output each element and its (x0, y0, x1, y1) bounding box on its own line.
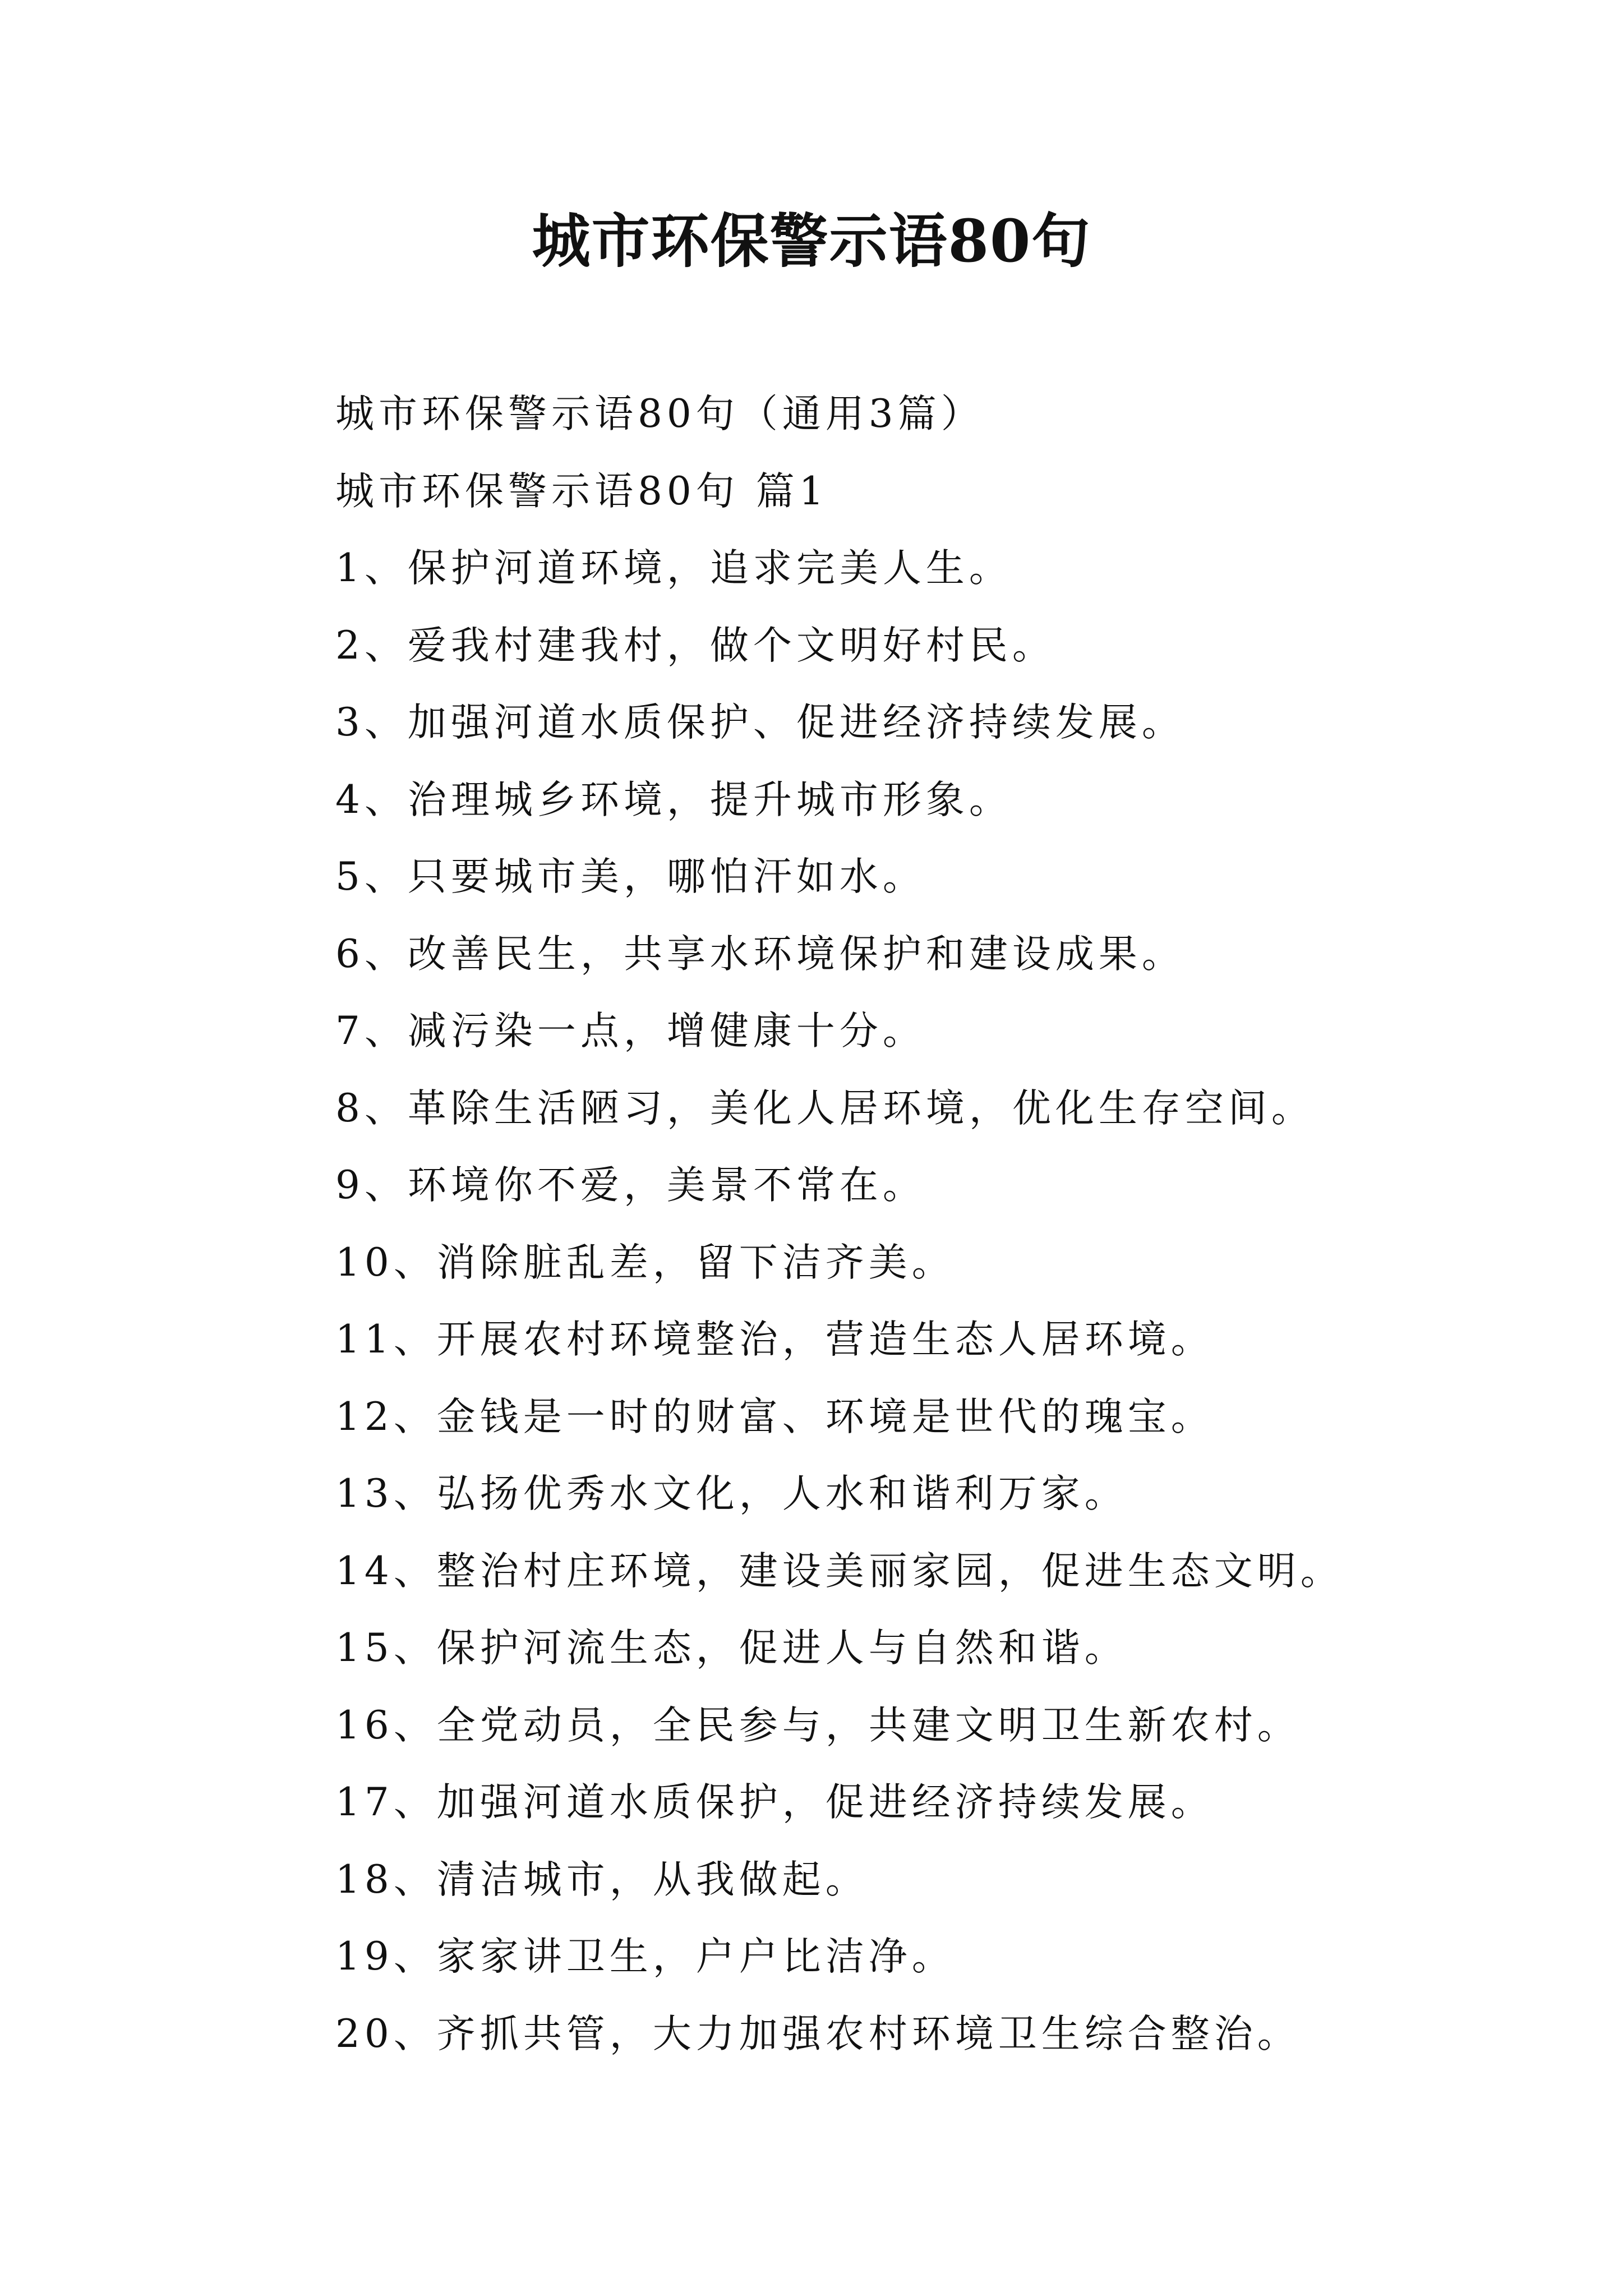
list-item: 18、清洁城市，从我做起。 (335, 1857, 869, 1902)
list-item: 19、家家讲卫生，户户比洁净。 (335, 1934, 955, 1979)
list-item: 11、开展农村环境整治，营造生态人居环境。 (335, 1317, 1214, 1362)
list-item: 6、改善民生，共享水环境保护和建设成果。 (335, 931, 1185, 977)
section-heading: 城市环保警示语80句 篇1 (335, 468, 828, 514)
list-item: 15、保护河流生态，促进人与自然和谐。 (335, 1626, 1128, 1671)
document-subtitle: 城市环保警示语80句（通用3篇） (335, 392, 984, 436)
list-item: 17、加强河道水质保护，促进经济持续发展。 (335, 1780, 1214, 1825)
list-item: 8、革除生活陋习，美化人居环境，优化生存空间。 (335, 1085, 1315, 1131)
document-body (335, 376, 1569, 2073)
list-item: 16、全党动员，全民参与，共建文明卫生新农村。 (335, 1703, 1301, 1748)
list-item: 10、消除脏乱差，留下洁齐美。 (335, 1240, 955, 1285)
list-item: 2、爱我村建我村，做个文明好村民。 (335, 623, 1055, 668)
list-item: 12、金钱是一时的财富、环境是世代的瑰宝。 (335, 1394, 1214, 1439)
list-item: 20、齐抓共管，大力加强农村环境卫生综合整治。 (335, 2011, 1301, 2056)
list-item: 3、加强河道水质保护、促进经济持续发展。 (335, 700, 1185, 745)
document-title: 城市环保警示语80句 (532, 206, 1091, 275)
list-item: 4、治理城乡环境，提升城市形象。 (335, 777, 1012, 822)
list-item: 14、整治村庄环境，建设美丽家园，促进生态文明。 (335, 1548, 1344, 1594)
list-item: 13、弘扬优秀水文化，人水和谐利万家。 (335, 1471, 1128, 1516)
list-item: 1、保护河道环境，追求完美人生。 (335, 546, 1012, 591)
list-item: 7、减污染一点，增健康十分。 (335, 1009, 926, 1053)
list-item: 5、只要城市美，哪怕汗如水。 (335, 854, 926, 899)
list-item: 9、环境你不爱，美景不常在。 (335, 1163, 926, 1208)
